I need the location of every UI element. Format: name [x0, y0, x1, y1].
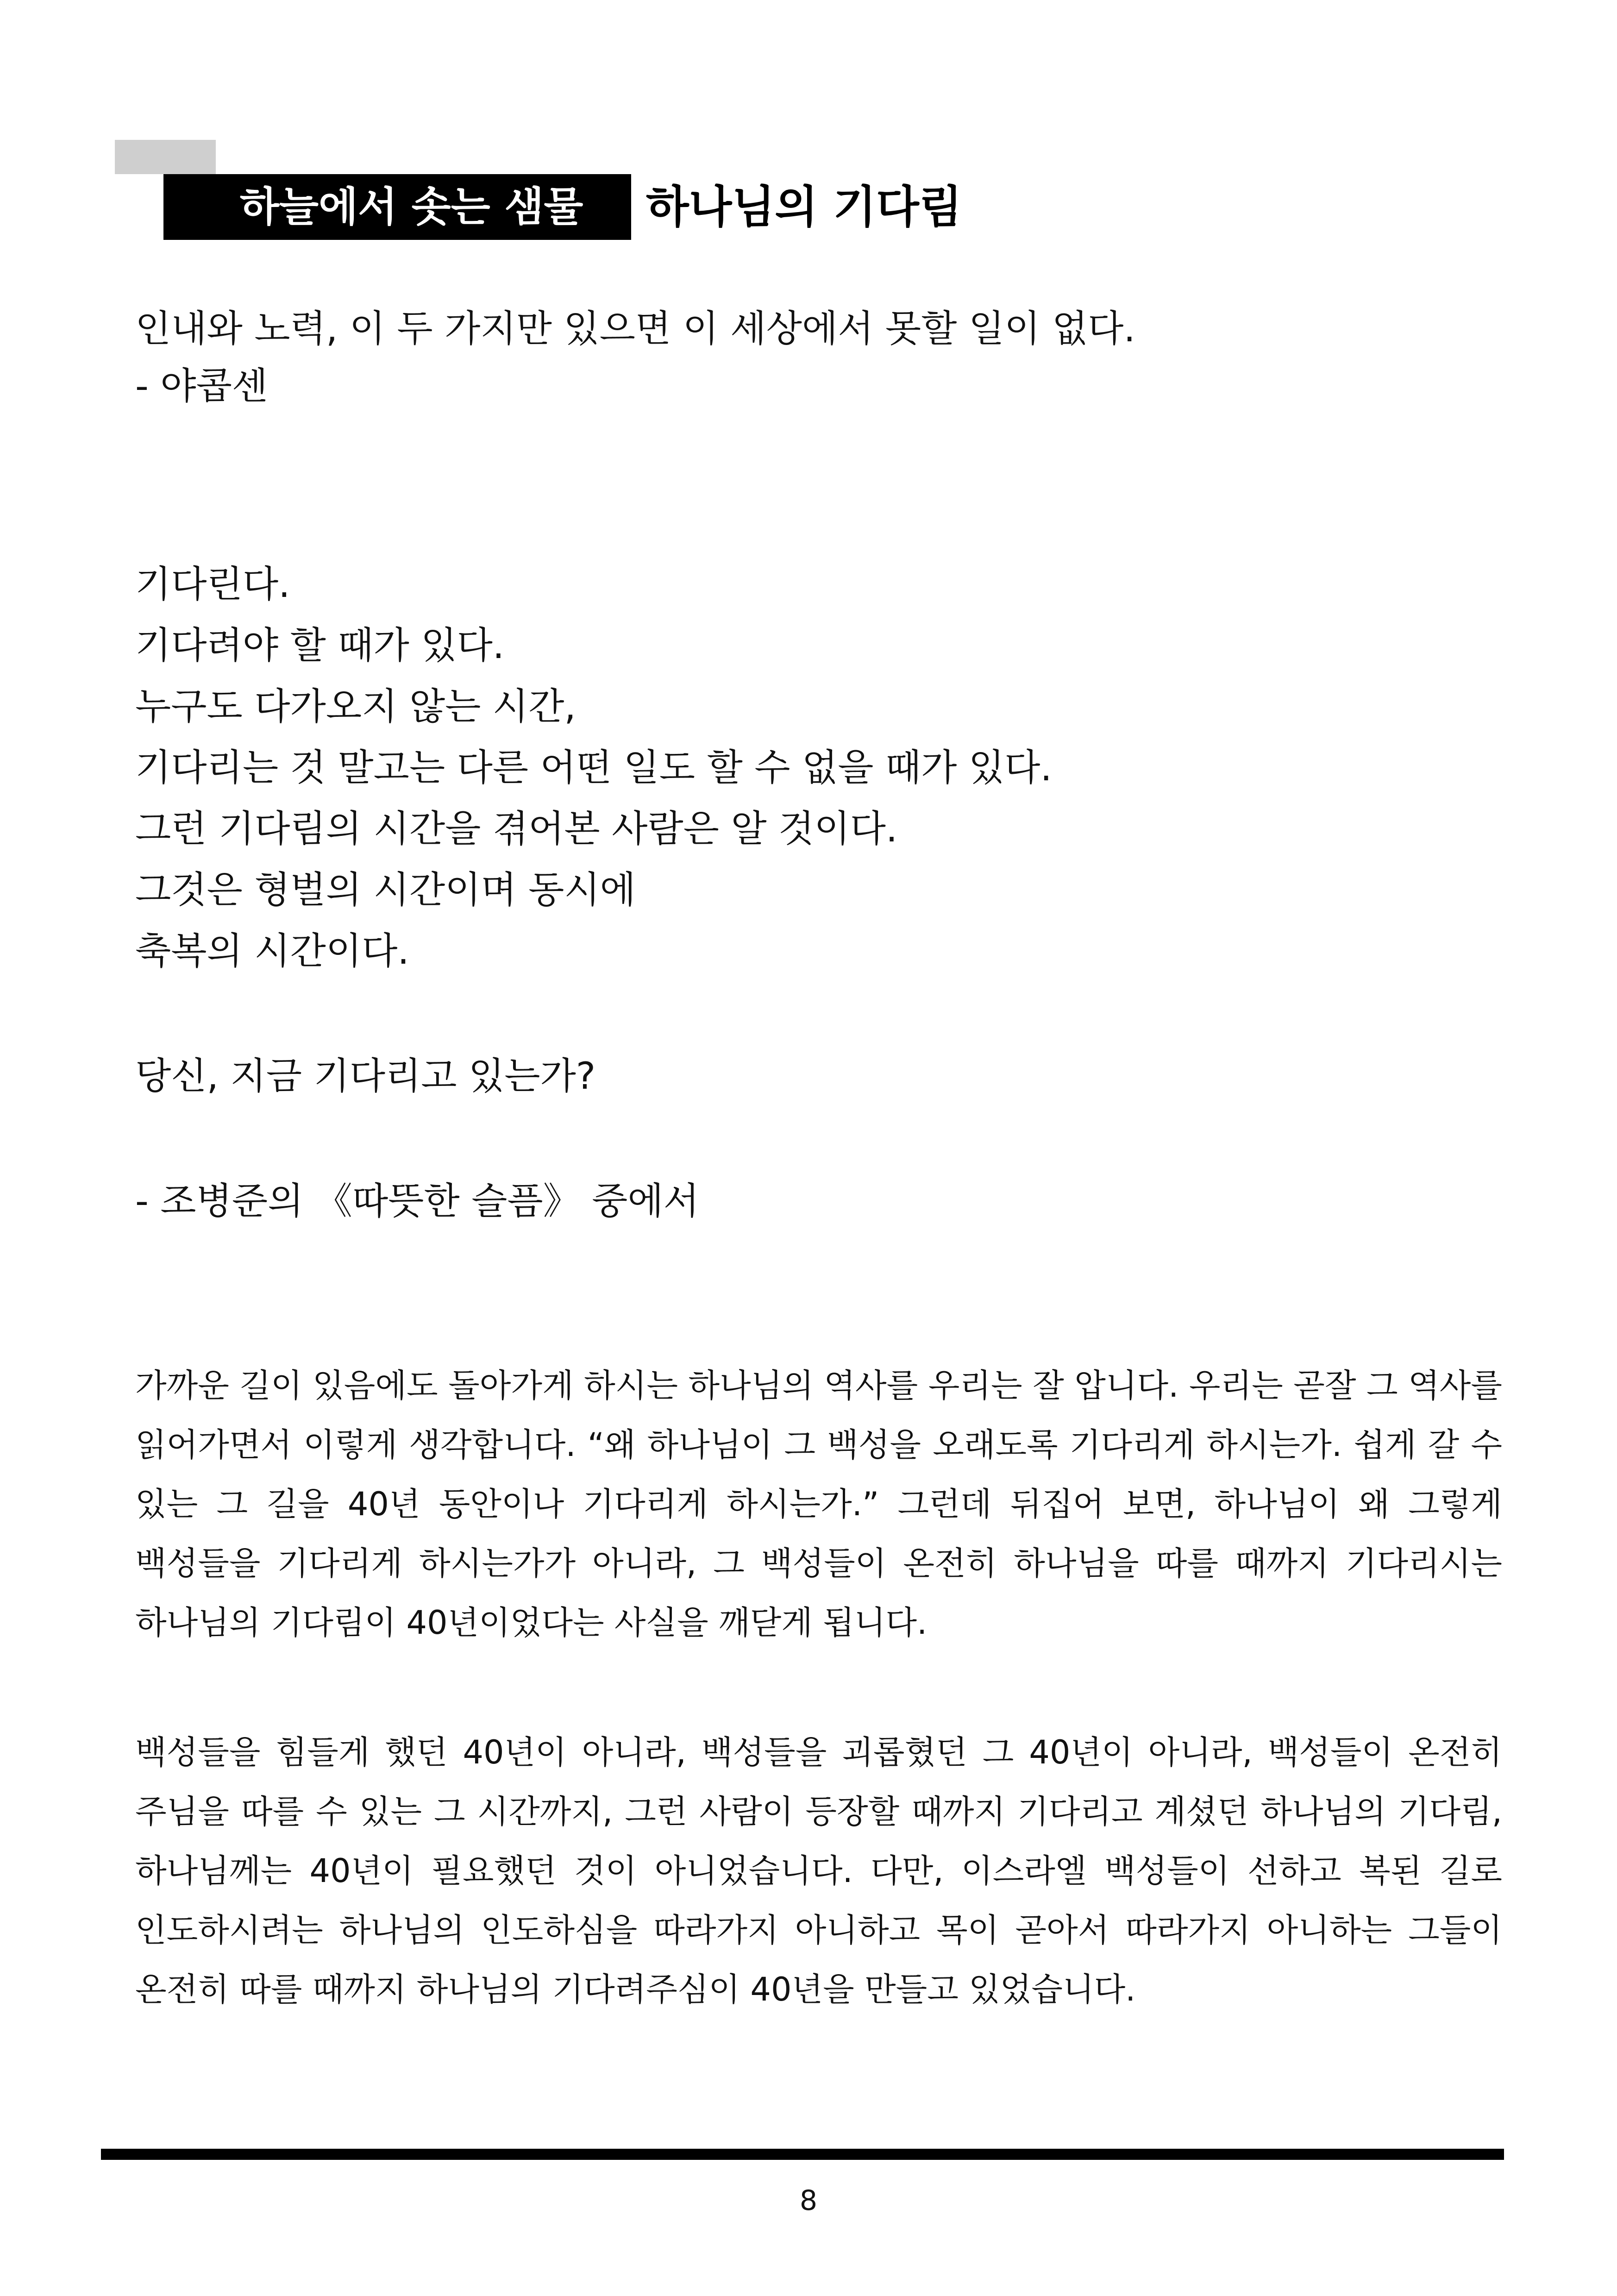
epigraph-author: - 야콥센 [135, 364, 268, 408]
header-accent-tab [115, 140, 216, 174]
epigraph-quote: 인내와 노력, 이 두 가지만 있으면 이 세상에서 못할 일이 없다. [135, 307, 1135, 350]
epigraph [135, 300, 1135, 415]
poem-line: 기다려야 할 때가 있다. [135, 624, 505, 667]
body-paragraph: 가까운 길이 있음에도 돌아가게 하시는 하나님의 역사를 우리는 잘 압니다. 우리는 곧잘 그 역사를 읽어가면서 이렇게 생각합니다. “왜 하나님이 그 백성을 오래도록 기다리게 하시는가. 쉽게 갈 수 있는 그 길을 40년 동안이나 기다리게 하시는가.” 그런데 뒤집어 보면, 하나님이 왜 그렇게 백성들을 기다리게 하시는가가 아니라, 그 백성들이 온전히 하나님을 따를 때까지 기다리시는 하나님의 기다림이 40년이었다는 사실을 깨닫게 됩니다. [135, 1367, 1502, 1642]
page-number: 8 [799, 2184, 818, 2217]
body-paragraph: 백성들을 힘들게 했던 40년이 아니라, 백성들을 괴롭혔던 그 40년이 아니라, 백성들이 온전히 주님을 따를 수 있는 그 시간까지, 그런 사람이 등장할 때까지 기다리고 계셨던 하나님의 기다림, 하나님께는 40년이 필요했던 것이 아니었습니다. 다만, 이스라엘 백성들이 선하고 복된 길로 인도하시려는 하나님의 인도하심을 따라가지 아니하고 목이 곧아서 따라가지 아니하는 그들이 온전히 따를 때까지 하나님의 기다려주심이 40년을 만들고 있었습니다. [135, 1733, 1502, 2008]
poem-source: - 조병준의 《따뜻한 슬픔》 중에서 [135, 1179, 699, 1223]
poem-line: 기다린다. [135, 563, 290, 606]
poem-question: 당신, 지금 기다리고 있는가? [135, 1054, 596, 1098]
poem-line: 그것은 형벌의 시간이며 동시에 [135, 868, 636, 911]
poem [135, 554, 1052, 982]
poem-line: 기다리는 것 말고는 다른 어떤 일도 할 수 없을 때가 있다. [135, 746, 1052, 789]
section-label: 하늘에서 솟는 샘물 [163, 174, 631, 240]
poem-line: 축복의 시간이다. [135, 929, 409, 972]
poem-line: 그런 기다림의 시간을 겪어본 사람은 알 것이다. [135, 807, 898, 850]
footer-divider [101, 2149, 1504, 2160]
page-title: 하나님의 기다림 [646, 181, 962, 233]
poem-line: 누구도 다가오지 않는 시간, [135, 685, 576, 728]
